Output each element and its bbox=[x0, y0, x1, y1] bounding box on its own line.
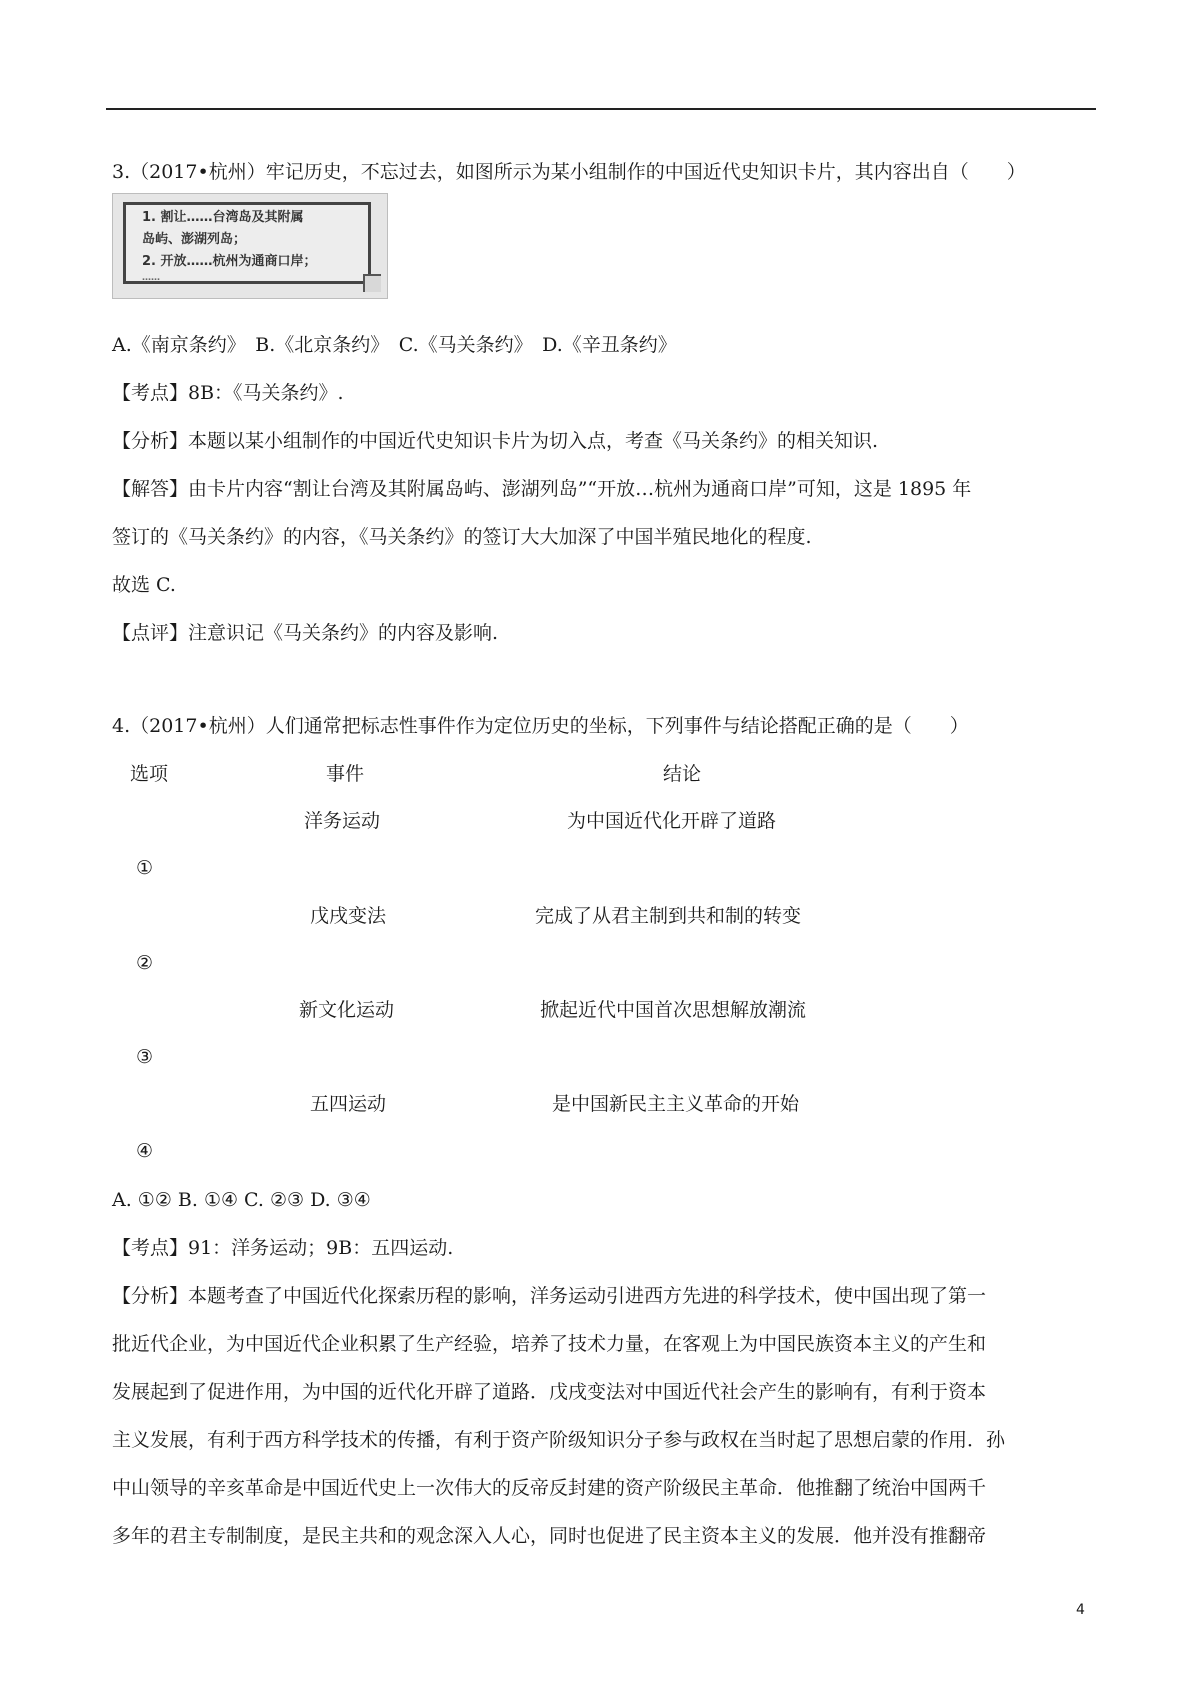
q4-fenxi-line-6: 多年的君主专制制度，是民主共和的观念深入人心，同时也促进了民主资本主义的发展．他并没有推翻帝 bbox=[112, 1525, 987, 1547]
q3-kaodian: 【考点】8B：《马关条约》. bbox=[112, 382, 344, 404]
knowledge-card bbox=[123, 202, 371, 284]
q4-row3-num: ③ bbox=[136, 1046, 154, 1068]
knowledge-card-image bbox=[112, 193, 388, 299]
page-number: 4 bbox=[1076, 1602, 1085, 1618]
q3-options: A.《南京条约》 B.《北京条约》 C.《马关条约》 D.《辛丑条约》 bbox=[112, 334, 677, 356]
q4-fenxi-line-4: 主义发展，有利于西方科学技术的传播，有利于资产阶级知识分子参与政权在当时起了思想启蒙的作用．孙 bbox=[112, 1429, 1006, 1451]
q4-options: A. ①② B. ①④ C. ②③ D. ③④ bbox=[112, 1189, 371, 1211]
q4-fenxi-line-3: 发展起到了促进作用，为中国的近代化开辟了道路．戊戌变法对中国近代社会产生的影响有，有利于资本 bbox=[112, 1381, 987, 1403]
card-line-2: 岛屿、澎湖列岛； bbox=[142, 232, 247, 247]
q4-row3-conclusion: 掀起近代中国首次思想解放潮流 bbox=[540, 999, 807, 1021]
q4-row3-event: 新文化运动 bbox=[299, 999, 395, 1021]
q3-fenxi: 【分析】本题以某小组制作的中国近代史知识卡片为切入点，考查《马关条约》的相关知识. bbox=[112, 430, 879, 452]
q4-fenxi-line-5: 中山领导的辛亥革命是中国近代史上一次伟大的反帝反封建的资产阶级民主革命．他推翻了统治中国两千 bbox=[112, 1477, 987, 1499]
q3-answer: 故选 C. bbox=[112, 574, 176, 596]
q4-fenxi-line-2: 批近代企业，为中国近代企业积累了生产经验，培养了技术力量，在客观上为中国民族资本主义的产生和 bbox=[112, 1333, 987, 1355]
card-line-4: …… bbox=[142, 273, 160, 283]
q3-dianping: 【点评】注意识记《马关条约》的内容及影响. bbox=[112, 622, 499, 644]
q4-header-option: 选项 bbox=[130, 763, 169, 785]
q4-kaodian: 【考点】91：洋务运动；9B：五四运动. bbox=[112, 1237, 454, 1259]
q4-header-conclusion: 结论 bbox=[663, 763, 702, 785]
q4-row2-event: 戊戌变法 bbox=[310, 905, 387, 927]
card-line-3: 2. 开放……杭州为通商口岸； bbox=[142, 254, 317, 269]
q3-jieda-1: 【解答】由卡片内容“割让台湾及其附属岛屿、澎湖列岛”“开放…杭州为通商口岸”可知，这是 1895 年 bbox=[112, 478, 972, 500]
q4-row1-num: ① bbox=[136, 857, 154, 879]
q4-row2-num: ② bbox=[136, 952, 154, 974]
q4-fenxi-line-1: 【分析】本题考查了中国近代化探索历程的影响，洋务运动引进西方先进的科学技术，使中国出现了第一 bbox=[112, 1285, 987, 1307]
q4-stem: 4.（2017•杭州）人们通常把标志性事件作为定位历史的坐标，下列事件与结论搭配正确的是（ ） bbox=[112, 715, 969, 737]
q4-row4-num: ④ bbox=[136, 1140, 154, 1162]
card-line-1: 1. 割让……台湾岛及其附属 bbox=[142, 210, 304, 225]
header-rule bbox=[106, 108, 1096, 110]
q3-stem: 3.（2017•杭州）牢记历史，不忘过去，如图所示为某小组制作的中国近代史知识卡片，其内容出自（ ） bbox=[112, 161, 1026, 183]
q3-jieda-2: 签订的《马关条约》的内容，《马关条约》的签订大大加深了中国半殖民地化的程度. bbox=[112, 526, 812, 548]
q4-row2-conclusion: 完成了从君主制到共和制的转变 bbox=[535, 905, 802, 927]
q4-row4-conclusion: 是中国新民主主义革命的开始 bbox=[552, 1093, 800, 1115]
q4-row4-event: 五四运动 bbox=[310, 1093, 387, 1115]
q4-row1-conclusion: 为中国近代化开辟了道路 bbox=[567, 810, 777, 832]
q4-row1-event: 洋务运动 bbox=[304, 810, 381, 832]
q4-header-event: 事件 bbox=[326, 763, 365, 785]
card-folded-corner bbox=[363, 274, 381, 292]
